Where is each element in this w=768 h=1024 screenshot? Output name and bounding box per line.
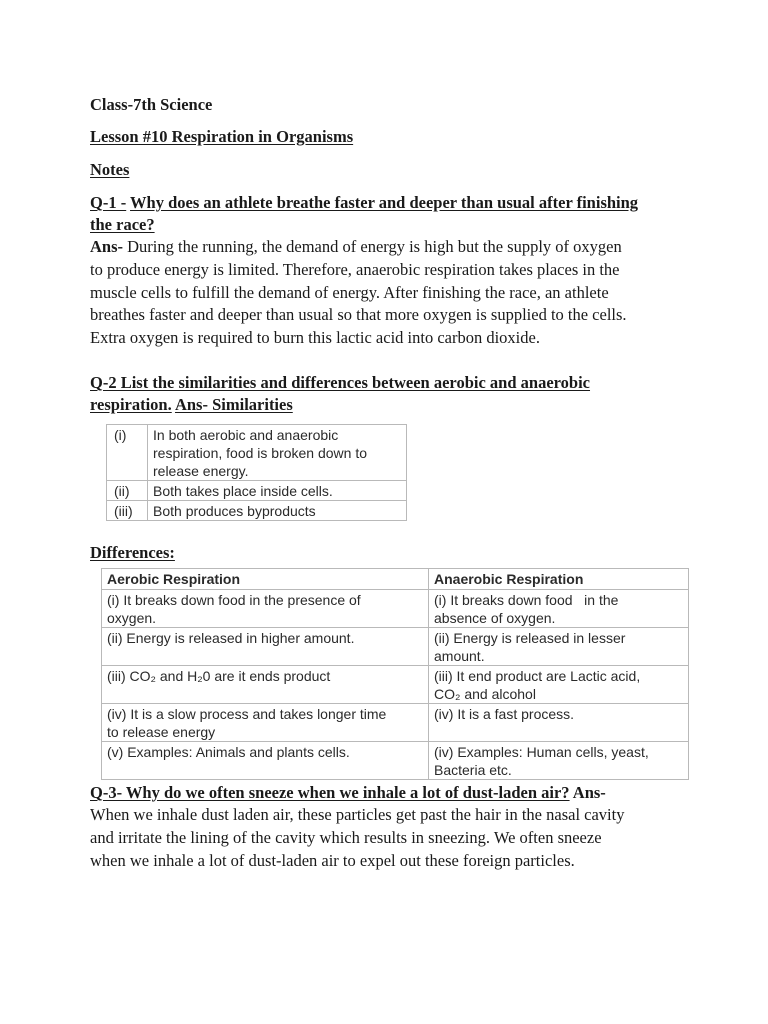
table-cell-num: (iii) [107, 501, 148, 521]
q2-question-end: respiration. [90, 395, 172, 414]
q3-question-line [90, 782, 606, 805]
differences-heading: Differences: [90, 543, 175, 562]
table-cell-text [148, 425, 407, 481]
table-cell-text: Both produces byproducts [148, 501, 407, 521]
q1-answer-line: breathes faster and deeper than usual so that more oxygen is supplied to the cells. [90, 305, 627, 325]
table-cell-num: (i) [107, 425, 148, 481]
q2-question-line1: Q-2 List the similarities and differences between aerobic and anaerobic [90, 373, 591, 392]
cell-line: (i) It breaks down food in the [434, 592, 619, 608]
q1-question-line2: the race? [90, 215, 155, 234]
lesson-title: Lesson #10 Respiration in Organisms [90, 127, 354, 146]
q1-answer-line: to produce energy is limited. Therefore, anaerobic respiration takes places in the [90, 259, 620, 279]
q3-answer [90, 804, 690, 872]
table-row [102, 704, 689, 742]
column-header-anaerobic: Anaerobic Respiration [429, 569, 689, 590]
table-row [107, 481, 407, 501]
table-cell-text: Both takes place inside cells. [148, 481, 407, 501]
anaerobic-cell [429, 742, 689, 780]
aerobic-cell [102, 742, 429, 780]
table-row [102, 590, 689, 628]
q3-ans-label: Ans- [572, 783, 606, 802]
q1-answer [90, 236, 690, 350]
cell-line: (ii) Energy is released in lesser [434, 630, 626, 646]
notes-heading: Notes [90, 160, 130, 179]
q3-question: Q-3- Why do we often sneeze when we inhale a lot of dust-laden air? [90, 783, 570, 802]
q3-answer-line: when we inhale a lot of dust-laden air to expel out these foreign particles. [90, 850, 575, 870]
cell-line: CO₂ and alcohol [434, 686, 536, 702]
q2-ans-label: Ans- [174, 395, 208, 414]
similarities-table [106, 424, 407, 521]
q1-label: Q-1 - [90, 193, 127, 212]
cell-line: to release energy [107, 724, 216, 740]
cell-line: absence of oxygen. [434, 610, 556, 626]
q2-question-line2 [90, 394, 293, 417]
table-row [102, 742, 689, 780]
aerobic-cell [102, 704, 429, 742]
anaerobic-cell [429, 628, 689, 666]
cell-line: (iv) Examples: Human cells, yeast, [434, 744, 649, 760]
cell-line: respiration, food is broken down to [153, 445, 368, 461]
anaerobic-cell [429, 590, 689, 628]
cell-line: (ii) Energy is released in higher amount. [107, 630, 355, 646]
similarities-heading: Similarities [207, 395, 293, 414]
table-header-row [102, 569, 689, 590]
column-header-aerobic: Aerobic Respiration [102, 569, 429, 590]
table-row [102, 628, 689, 666]
q1-answer-line: During the running, the demand of energy is high but the supply of oxygen [123, 237, 622, 256]
cell-line: In both aerobic and anaerobic [153, 427, 339, 443]
q3-answer-line: When we inhale dust laden air, these particles get past the hair in the nasal cavity [90, 805, 625, 824]
cell-line: (v) Examples: Animals and plants cells. [107, 744, 350, 760]
table-cell-num: (ii) [107, 481, 148, 501]
cell-line: (iii) CO₂ and H₂0 are it ends product [107, 668, 331, 684]
cell-line: (iii) It end product are Lactic acid, [434, 668, 641, 684]
anaerobic-cell [429, 704, 689, 742]
anaerobic-cell [429, 666, 689, 704]
table-row [107, 501, 407, 521]
q1-question-text: Why does an athlete breathe faster and deeper than usual after finishing [130, 193, 639, 212]
cell-line: release energy. [153, 463, 249, 479]
table-row [102, 666, 689, 704]
cell-line: (iv) It is a fast process. [434, 706, 575, 722]
q1-ans-label: Ans- [90, 237, 124, 256]
q3-answer-line: and irritate the lining of the cavity which results in sneezing. We often sneeze [90, 827, 602, 847]
table-row [107, 425, 407, 481]
cell-line: Bacteria etc. [434, 762, 512, 778]
q1-answer-line: Extra oxygen is required to burn this lactic acid into carbon dioxide. [90, 328, 540, 348]
aerobic-cell [102, 628, 429, 666]
cell-line: (iv) It is a slow process and takes longer time [107, 706, 387, 722]
aerobic-cell [102, 590, 429, 628]
cell-line: (i) It breaks down food in the presence of [107, 592, 361, 608]
class-title: Class-7th Science [90, 95, 213, 114]
differences-table [101, 568, 689, 780]
q1-question-line1 [90, 192, 638, 215]
aerobic-cell [102, 666, 429, 704]
cell-line: oxygen. [107, 610, 157, 626]
q1-answer-line: muscle cells to fulfill the demand of energy. After finishing the race, an athlete [90, 282, 609, 302]
cell-line: amount. [434, 648, 485, 664]
